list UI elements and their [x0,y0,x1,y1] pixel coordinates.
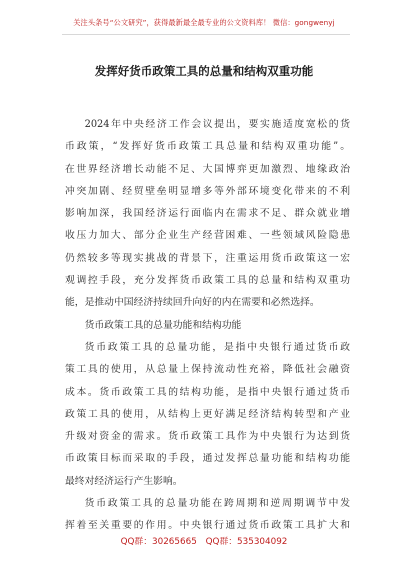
paragraph-line: 升级对资金的需求。货币政策工具作为中央银行为达到货 [65,431,350,443]
paragraph-line: 仍然较多等现实挑战的背景下，注重运用货币政策这一宏 [65,252,350,264]
paragraph-line: 2024年中央经济工作会议提出，要实施适度宽松的货 [84,119,350,130]
paragraph-line: 收压力加大、部分企业生产经营困难、一些领域风险隐患 [65,230,350,242]
paragraph-line: 货币政策工具的总量功能在跨周期和逆周期调节中发 [84,498,350,510]
paragraph-line: 能，是推动中国经济持续回升向好的内在需要和必然选择。 [65,297,320,309]
qq-group-2: QQ群：535304092 [205,537,288,547]
document-body [65,114,350,538]
header-divider [62,34,350,35]
paragraph-1 [65,114,350,315]
document-title: 发挥好货币政策工具的总量和结构双重功能 [94,64,314,78]
paragraph-3 [65,493,350,538]
paragraph-line: 冲突加剧、经贸壁垒明显增多等外部环境变化带来的不利 [65,185,350,197]
paragraph-line: 策工具的使用，从总量上保持流动性充裕，降低社会融资 [65,364,350,376]
paragraph-line: 货币政策工具的总量功能，是指中央银行通过货币政 [84,341,350,353]
paragraph-2 [65,337,350,493]
section-heading: 货币政策工具的总量功能和结构功能 [84,319,242,331]
paragraph-line: 挥着至关重要的作用。中央银行通过货币政策工具扩大和 [65,520,350,532]
paragraph-line: 在世界经济增长动能不足、大国博弈更加激烈、地缘政治 [65,163,350,175]
paragraph-line: 币政策目标而采取的手段，通过发挥总量功能和结构功能 [65,453,350,465]
paragraph-line: 观调控手段，充分发挥货币政策工具的总量和结构双重功 [65,275,350,287]
paragraph-line: 最终对经济运行产生影响。 [65,475,183,487]
footer [0,534,408,547]
paragraph-line: 成本。货币政策工具的结构功能，是指中央银行通过货币 [65,386,350,398]
paragraph-line: 币政策，“发挥好货币政策工具总量和结构双重功能”。 [65,141,350,153]
header-banner: 关注头条号“公文研究”，获得最新最全最专业的公文资料库！ 微信：gongwenyj [73,18,335,27]
paragraph-line: 影响加深，我国经济运行面临内在需求不足、群众就业增 [65,208,350,220]
paragraph-line: 政策工具的使用，从结构上更好满足经济结构转型和产业 [65,408,350,420]
qq-group-1: QQ群：30265665 [120,537,197,547]
